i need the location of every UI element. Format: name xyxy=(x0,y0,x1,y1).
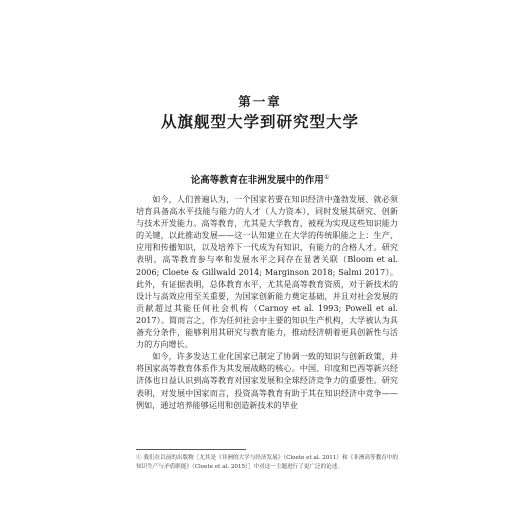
paragraph: 如今，许多发达工业化国家已制定了协调一致的知识与创新政策，并将国家高等教育体系作为其发展战略的核心。中国、印度和巴西等新兴经济体也日益认识到高等教育对国家发展和全球经济竞争力的重要性。研究表明，对发展中国家而言，投资高等教育有助于其在知识经济中竞争——例如，通过培养能够运用和创造新技术的毕业 xyxy=(136,351,398,410)
chapter-title: 从旗舰型大学到研究型大学 xyxy=(160,112,359,131)
section-title-text: 论高等教育在非洲发展中的作用 xyxy=(190,175,324,186)
footnote-marker: ① xyxy=(323,173,330,181)
paragraph: 如今，人们普遍认为，一个国家若要在知识经济中蓬勃发展、就必须培育具备高水平技能与能力的人才（人力资本），同时发展其研究、创新与技术开发能力。高等教育，尤其是大学教育，被视为实现这些知识能力的关键，以此推动发展——这一认知建立在大学的传统职能之上：生产、应用和传播知识，以及培养下一代成为有知识、有能力的合格人才。研究表明，高等教育参与率和发展水平之间存在显著关联（Bloom et al. 2006; Cloete & Gillwald 2014; Marginson 2018; Salmi 2017）。此外，有证据表明，总体教育水平，尤其是高等教育资质，对于新技术的设计与高效应用至关重要，为国家创新能力奠定基础，并且对社会发展的贡献超过其能任何社会机构（Carnoy et al. 1993; Powell et al. 2017）。简而言之，作为任何社会中主要的知识生产机构，大学被认为具备充分条件，能够利用其研究与教育能力，推动经济朝着更具创新性与活力的方向增长。 xyxy=(136,194,398,350)
body-text xyxy=(136,193,398,411)
section-heading xyxy=(0,172,520,186)
chapter-label: 第一章 xyxy=(238,94,282,109)
footnote-divider xyxy=(136,449,246,450)
footnote: ① 我们在以前的出版物［尤其是《非洲的大学与经济发展》（Cloete et al. 2011）和《非洲高等教育中的知识生产与矛盾职能》（Cloete et al. 2015）］中对这一主题进行了更广泛的论述。 xyxy=(136,455,398,470)
